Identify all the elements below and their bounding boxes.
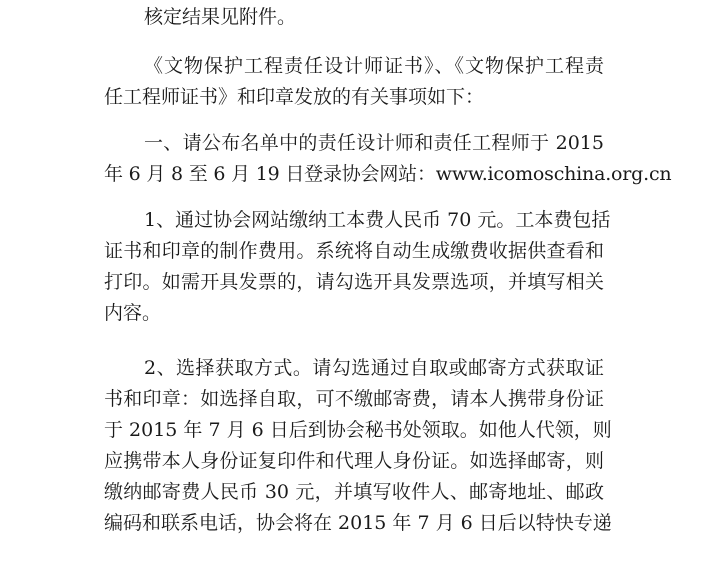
paragraph-delivery-method — [104, 353, 612, 539]
text-line: 编码和联系电话，协会将在 2015 年 7 月 6 日后以特快专递 — [104, 512, 612, 534]
text-line: 内容。 — [104, 302, 162, 324]
text-line: 打印。如需开具发票的，请勾选开具发票选项，并填写相关 — [104, 271, 604, 293]
paragraph-result-note — [104, 2, 604, 33]
text-line-with-url: 年 6 月 8 至 6 月 19 日登录协会网站：www.icomoschina.org.cn — [104, 163, 672, 185]
text-line: 应携带本人身份证复印件和代理人身份证。如选择邮寄，则 — [104, 450, 604, 472]
paragraph-fee-payment — [104, 205, 611, 329]
paragraph-certificate-intro — [104, 51, 604, 113]
text-line: 2、选择获取方式。请勾选通过自取或邮寄方式获取证 — [144, 357, 604, 379]
text-line: 一、请公布名单中的责任设计师和责任工程师于 2015 — [144, 132, 604, 154]
text-line: 1、通过协会网站缴纳工本费人民币 70 元。工本费包括 — [144, 209, 611, 231]
text-line: 缴纳邮寄费人民币 30 元，并填写收件人、邮寄地址、邮政 — [104, 481, 604, 503]
text-line: 于 2015 年 7 月 6 日后到协会秘书处领取。如他人代领，则 — [104, 419, 612, 441]
text-line: 《文物保护工程责任设计师证书》、《文物保护工程责 — [144, 55, 604, 77]
text-line: 核定结果见附件。 — [144, 6, 297, 28]
text-line: 证书和印章的制作费用。系统将自动生成缴费收据供查看和 — [104, 240, 604, 262]
paragraph-login-instruction — [104, 128, 672, 190]
text-line: 书和印章：如选择自取，可不缴邮寄费，请本人携带身份证 — [104, 388, 604, 410]
text-line: 任工程师证书》和印章发放的有关事项如下： — [104, 86, 485, 108]
